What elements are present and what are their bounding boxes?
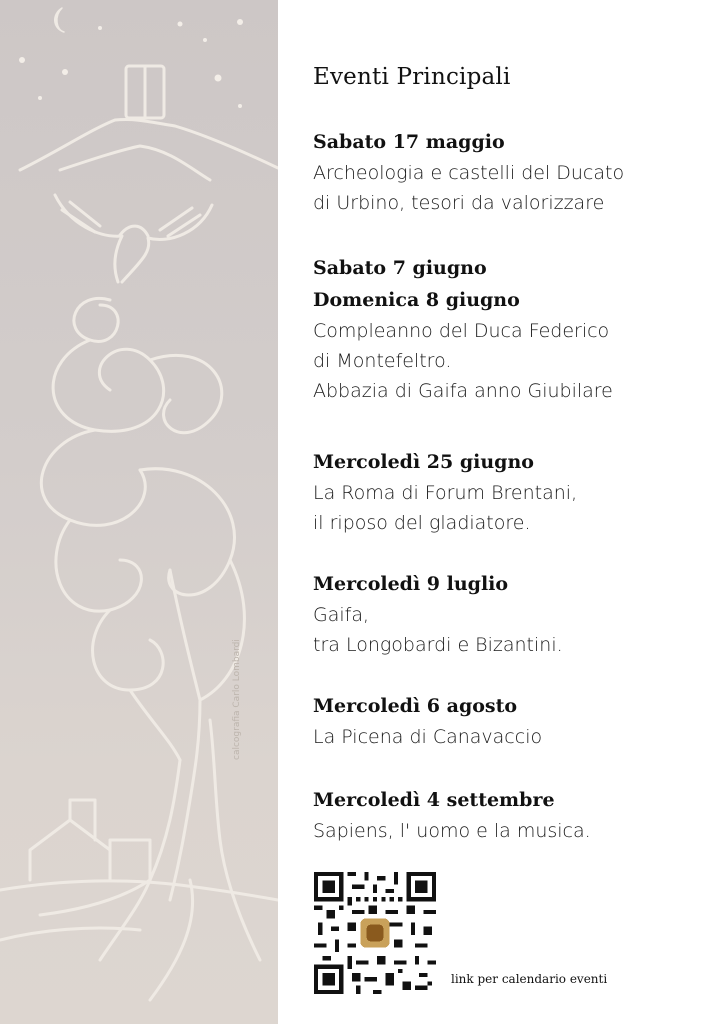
- decorative-illustration-panel: [0, 0, 278, 1024]
- event-description-line: il riposo del gladiatore.: [313, 512, 531, 534]
- event-description-line: Archeologia e castelli del Ducato: [313, 162, 625, 184]
- event-description-line: di Urbino, tesori da valorizzare: [313, 192, 605, 214]
- event-description-line: La Roma di Forum Brentani,: [313, 482, 578, 504]
- event-description-line: tra Longobardi e Bizantini.: [313, 634, 563, 656]
- page-title: Eventi Principali: [313, 64, 511, 90]
- qr-code[interactable]: [314, 872, 436, 994]
- event-description-line: Sapiens, l' uomo e la musica.: [313, 820, 591, 842]
- event-item: [313, 446, 577, 538]
- event-date: Domenica 8 giugno: [313, 289, 520, 311]
- event-description-line: Gaifa,: [313, 604, 370, 626]
- event-date: Sabato 7 giugno: [313, 257, 487, 279]
- event-description-line: La Picena di Canavaccio: [313, 726, 543, 748]
- event-item: [313, 126, 624, 218]
- event-date: Sabato 17 maggio: [313, 131, 505, 153]
- qr-caption: link per calendario eventi: [451, 972, 608, 986]
- event-description-line: Compleanno del Duca Federico: [313, 320, 610, 342]
- event-date: Mercoledì 25 giugno: [313, 451, 534, 473]
- event-item: [313, 568, 563, 660]
- event-item: [313, 690, 542, 752]
- event-date: Mercoledì 9 luglio: [313, 573, 509, 595]
- event-description-line: Abbazia di Gaifa anno Giubilare: [313, 380, 613, 402]
- event-date: Mercoledì 6 agosto: [313, 695, 518, 717]
- event-description-line: di Montefeltro.: [313, 350, 452, 372]
- event-item: [313, 252, 613, 406]
- event-date: Mercoledì 4 settembre: [313, 789, 555, 811]
- illustration-credit: calcografia Carlo Lombardi: [232, 639, 242, 760]
- event-item: [313, 784, 591, 846]
- tree-illustration: [0, 0, 278, 1024]
